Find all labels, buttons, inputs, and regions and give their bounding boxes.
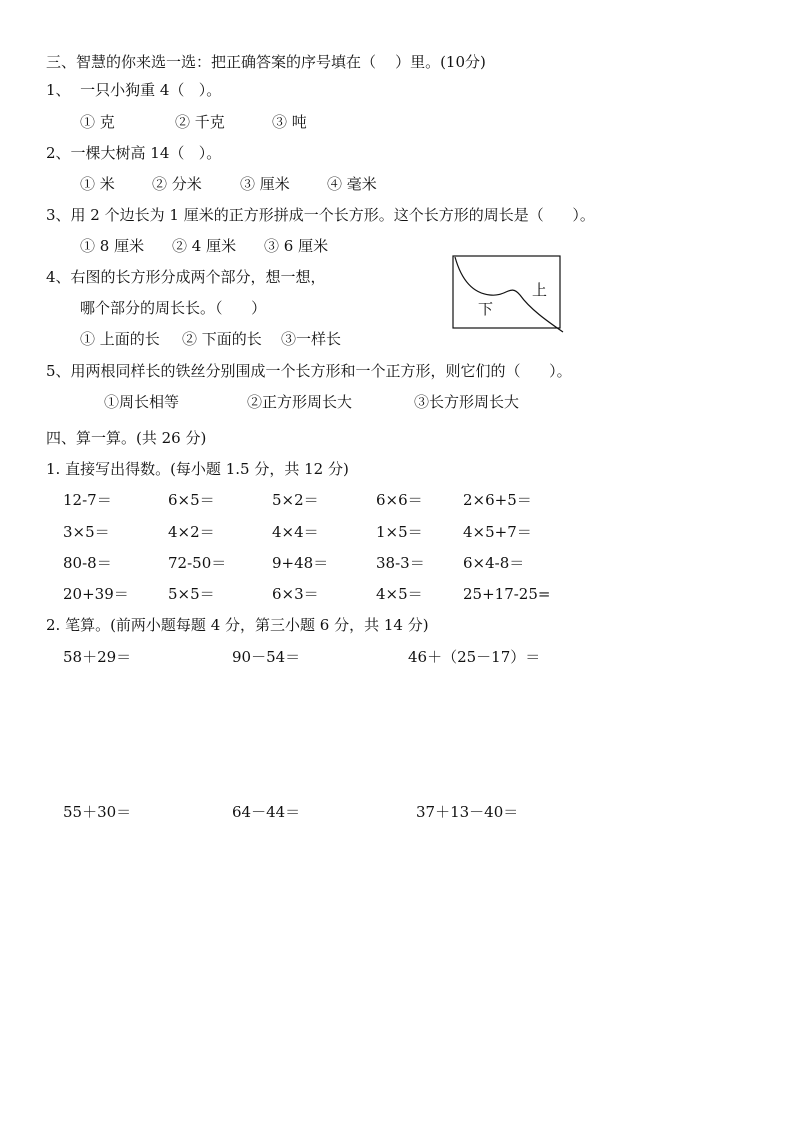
question-5: 5、用两根同样长的铁丝分别围成一个长方形和一个正方形，则它们的（ ）。	[46, 362, 572, 380]
mental-math-item: 2×6+5＝	[463, 491, 532, 509]
written-calc-item: 90－54＝	[232, 648, 301, 666]
question-4-line-1: 4、右图的长方形分成两个部分，想一想，	[46, 268, 326, 286]
mental-math-item: 5×5＝	[168, 585, 215, 603]
mental-math-item: 25+17-25=	[463, 585, 551, 603]
q2-option-d: ④ 毫米	[327, 175, 377, 193]
written-calc-item: 46＋（25－17）＝	[408, 648, 541, 666]
section-4-heading: 四、算一算。(共 26 分)	[46, 429, 207, 447]
question-1: 1、 一只小狗重 4（ ）。	[46, 81, 222, 99]
mental-math-item: 3×5＝	[63, 523, 110, 541]
q3-option-c: ③ 6 厘米	[264, 237, 329, 255]
q1-option-c: ③ 吨	[272, 113, 307, 131]
q4-option-b: ② 下面的长	[182, 330, 262, 348]
q2-option-c: ③ 厘米	[240, 175, 290, 193]
question-4-line-2: 哪个部分的周长长。（ ）	[80, 299, 267, 317]
mental-math-item: 38-3＝	[376, 554, 425, 572]
mental-math-item: 80-8＝	[63, 554, 112, 572]
rectangle-diagram	[452, 255, 564, 333]
q2-option-a: ① 米	[80, 175, 115, 193]
mental-math-item: 20+39＝	[63, 585, 129, 603]
written-calc-item: 37＋13－40＝	[416, 803, 519, 821]
figure-label-lower: 下	[478, 300, 494, 318]
mental-math-item: 4×5＝	[376, 585, 423, 603]
mental-math-item: 72-50＝	[168, 554, 227, 572]
q5-option-a: ①周长相等	[104, 393, 180, 411]
q4-option-c: ③一样长	[281, 330, 342, 348]
part-2-heading: 2. 笔算。(前两小题每题 4 分，第三小题 6 分，共 14 分)	[46, 616, 429, 634]
q2-option-b: ② 分米	[152, 175, 202, 193]
question-2: 2、一棵大树高 14（ ）。	[46, 144, 222, 162]
written-calc-item: 64－44＝	[232, 803, 301, 821]
mental-math-item: 9+48＝	[272, 554, 329, 572]
mental-math-item: 5×2＝	[272, 491, 319, 509]
mental-math-item: 6×4-8＝	[463, 554, 525, 572]
mental-math-item: 1×5＝	[376, 523, 423, 541]
written-calc-item: 58＋29＝	[63, 648, 132, 666]
mental-math-item: 6×6＝	[376, 491, 423, 509]
q3-option-a: ① 8 厘米	[80, 237, 145, 255]
q1-option-b: ② 千克	[175, 113, 225, 131]
section-3-heading: 三、智慧的你来选一选：把正确答案的序号填在（ ）里。(10分)	[46, 53, 486, 71]
mental-math-item: 12-7＝	[63, 491, 112, 509]
mental-math-item: 4×2＝	[168, 523, 215, 541]
q5-option-c: ③长方形周长大	[414, 393, 520, 411]
question-3: 3、用 2 个边长为 1 厘米的正方形拼成一个长方形。这个长方形的周长是（ ）。	[46, 206, 595, 224]
q4-option-a: ① 上面的长	[80, 330, 160, 348]
written-calc-item: 55＋30＝	[63, 803, 132, 821]
mental-math-item: 4×5+7＝	[463, 523, 532, 541]
mental-math-item: 6×5＝	[168, 491, 215, 509]
part-1-heading: 1. 直接写出得数。(每小题 1.5 分，共 12 分)	[46, 460, 349, 478]
q3-option-b: ② 4 厘米	[172, 237, 237, 255]
rectangle-figure	[452, 255, 564, 333]
q1-option-a: ① 克	[80, 113, 115, 131]
figure-label-upper: 上	[532, 281, 548, 299]
mental-math-item: 6×3＝	[272, 585, 319, 603]
mental-math-item: 4×4＝	[272, 523, 319, 541]
q5-option-b: ②正方形周长大	[247, 393, 353, 411]
